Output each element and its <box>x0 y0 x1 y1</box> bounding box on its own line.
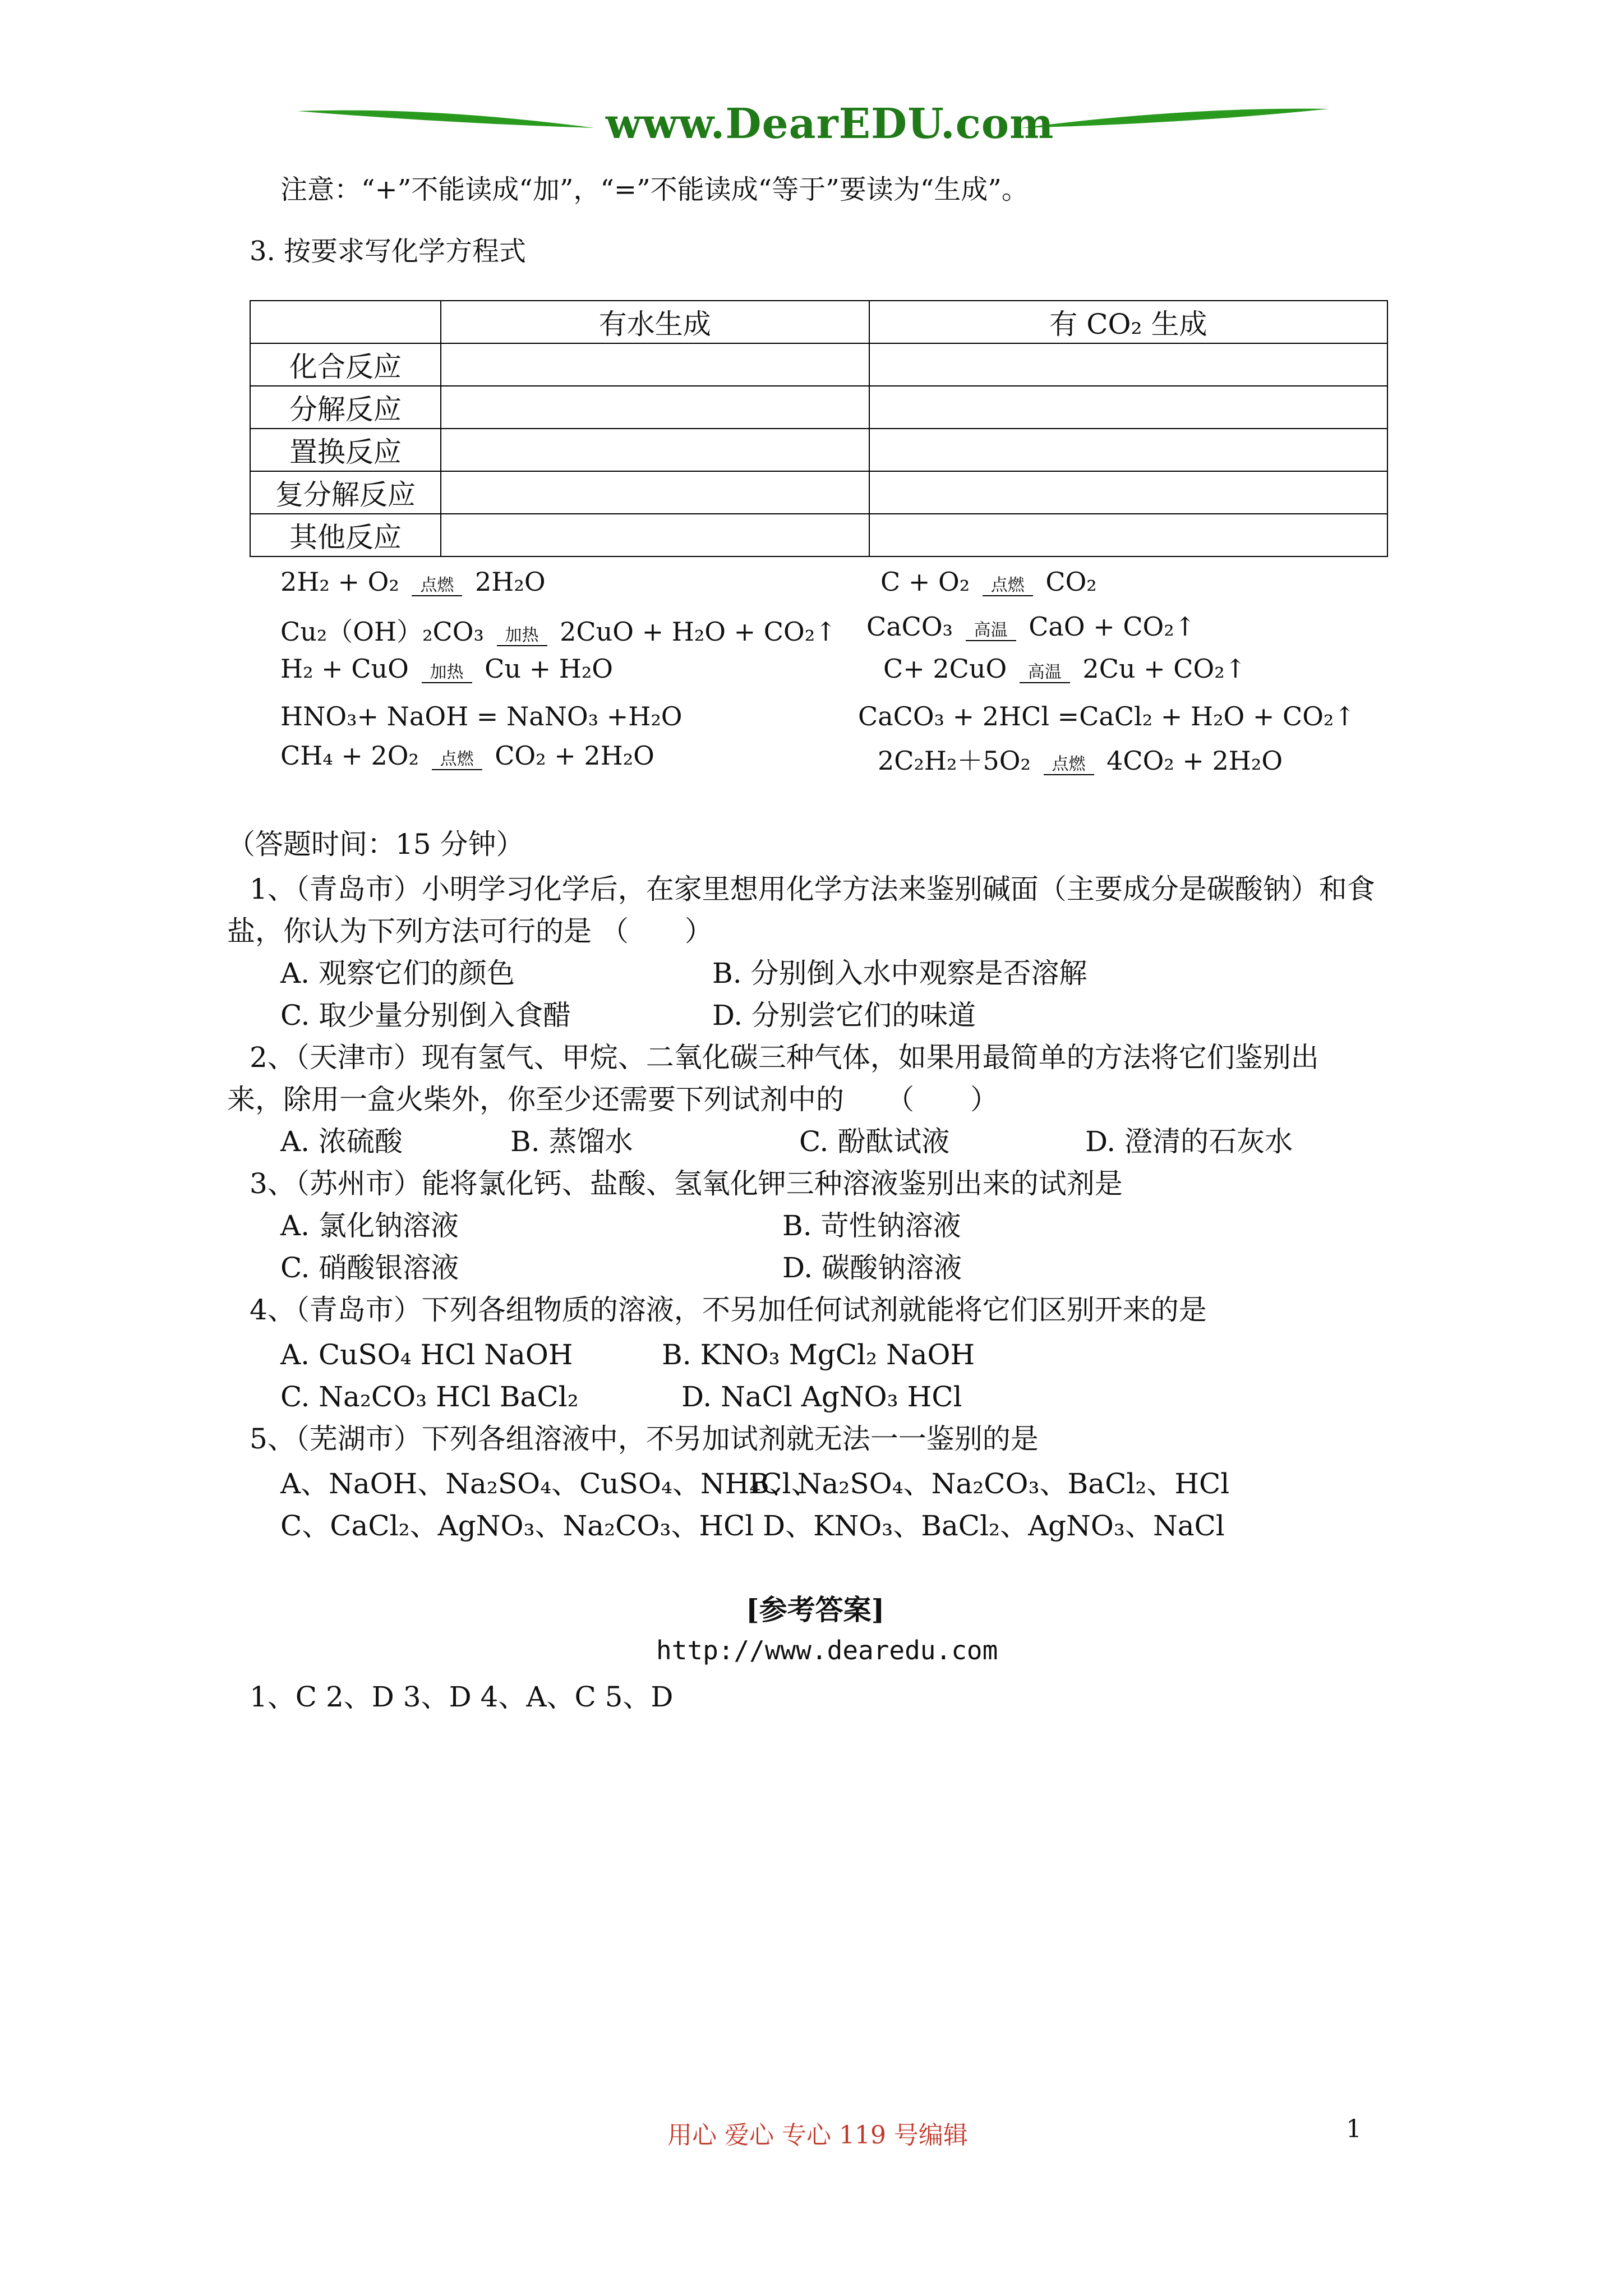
equation-rhs: 4CO₂ + 2H₂O <box>1106 746 1283 776</box>
row-label: 复分解反应 <box>250 471 441 514</box>
equation <box>280 567 546 597</box>
reaction-condition <box>422 664 472 683</box>
row-label: 置换反应 <box>250 429 441 471</box>
condition-text: 加热 <box>430 662 464 682</box>
condition-text: 点燃 <box>420 576 454 595</box>
answer-cell[interactable] <box>869 386 1387 429</box>
answer-cell[interactable] <box>441 471 869 514</box>
table-row <box>250 429 1387 471</box>
equation-lhs: CH₄ + 2O₂ <box>280 740 419 771</box>
site-logo-text: www.DearEDU.com <box>606 100 1054 148</box>
condition-line <box>966 640 1016 641</box>
option[interactable]: C. Na₂CO₃ HCl BaCl₂ <box>280 1381 579 1413</box>
answer-cell[interactable] <box>869 471 1387 514</box>
note-text: 注意：“+”不能读成“加”，“=”不能读成“等于”要读为“生成”。 <box>280 174 1029 205</box>
question-1-cont: 盐，你认为下列方法可行的是 （ ） <box>227 915 713 947</box>
condition-line <box>1044 774 1094 775</box>
table-row <box>250 471 1387 514</box>
equation <box>883 654 1246 684</box>
reaction-condition <box>412 577 462 596</box>
answers-title: [参考答案] <box>746 1593 885 1626</box>
reaction-condition <box>1020 664 1070 683</box>
question-2-cont: 来，除用一盒火柴外，你至少还需要下列试剂中的 （ ） <box>227 1083 998 1116</box>
equation <box>866 611 1196 642</box>
option[interactable]: C、CaCl₂、AgNO₃、Na₂CO₃、HCl <box>280 1510 754 1542</box>
equation <box>280 611 837 648</box>
equation-rhs: 2Cu + CO₂↑ <box>1082 654 1247 684</box>
table-row <box>250 386 1387 429</box>
answer-cell[interactable] <box>441 386 869 429</box>
equation: HNO₃+ NaOH = NaNO₃ +H₂O <box>280 701 683 731</box>
answer-cell[interactable] <box>441 514 869 556</box>
table-row <box>250 343 1387 386</box>
reaction-condition <box>966 622 1016 641</box>
question-2: 2、（天津市）现有氢气、甲烷、二氧化碳三种气体，如果用最简单的方法将它们鉴别出 <box>250 1041 1319 1074</box>
condition-text: 高温 <box>974 620 1008 640</box>
condition-line <box>983 595 1033 596</box>
answers-list: 1、C 2、D 3、D 4、A、C 5、D <box>250 1681 674 1713</box>
row-label: 分解反应 <box>250 386 441 429</box>
table-header-row <box>250 301 1387 343</box>
option[interactable]: C. 取少量分别倒入食醋 <box>280 999 571 1032</box>
table-header-cell: 有水生成 <box>441 301 869 343</box>
option[interactable]: D. NaCl AgNO₃ HCl <box>681 1381 962 1413</box>
question-3: 3、（苏州市）能将氯化钙、盐酸、氢氧化钾三种溶液鉴别出来的试剂是 <box>250 1167 1123 1200</box>
equation: CaCO₃ + 2HCl =CaCl₂ + H₂O + CO₂↑ <box>858 701 1355 731</box>
question-5: 5、（芜湖市）下列各组溶液中，不另加试剂就无法一一鉴别的是 <box>250 1423 1039 1455</box>
answer-cell[interactable] <box>869 429 1387 471</box>
table-header-cell <box>250 301 441 343</box>
equation-rhs: CO₂ <box>1045 567 1097 597</box>
equation-lhs: C + O₂ <box>880 567 970 597</box>
condition-text: 点燃 <box>990 576 1025 595</box>
condition-line <box>412 595 462 596</box>
equation-lhs: CaCO₃ <box>866 611 953 642</box>
answers-url[interactable]: http://www.dearedu.com <box>656 1635 998 1665</box>
condition-line <box>1020 682 1070 683</box>
equation <box>878 740 1283 777</box>
footer-text: 用心 爱心 专心 119 号编辑 <box>667 2121 968 2150</box>
equation <box>280 740 654 771</box>
equation-rhs: 2CuO + H₂O + CO₂↑ <box>560 616 837 647</box>
equation-rhs: CaO + CO₂↑ <box>1029 611 1196 642</box>
answer-cell[interactable] <box>869 514 1387 556</box>
equation <box>880 567 1097 597</box>
answer-time: （答题时间：15 分钟） <box>227 828 524 861</box>
equation-lhs: 2H₂ + O₂ <box>280 567 399 597</box>
equation-lhs: Cu₂（OH）₂CO₃ <box>280 616 484 647</box>
answer-cell[interactable] <box>441 429 869 471</box>
option[interactable]: D、KNO₃、BaCl₂、AgNO₃、NaCl <box>763 1510 1225 1542</box>
option[interactable]: B. 蒸馏水 <box>510 1125 633 1158</box>
table-header-cell: 有 CO₂ 生成 <box>869 301 1387 343</box>
option[interactable]: A. CuSO₄ HCl NaOH <box>280 1338 573 1371</box>
answer-cell[interactable] <box>441 343 869 386</box>
reaction-condition <box>497 627 547 646</box>
table-row <box>250 514 1387 556</box>
equation <box>280 654 613 684</box>
condition-text: 高温 <box>1027 662 1062 682</box>
reaction-condition <box>432 751 482 770</box>
condition-line <box>432 769 482 770</box>
header-banner <box>292 84 1335 151</box>
row-label: 化合反应 <box>250 343 441 386</box>
option[interactable]: B、Na₂SO₄、Na₂CO₃、BaCl₂、HCl <box>749 1467 1230 1500</box>
option[interactable]: B. 苛性钠溶液 <box>782 1209 961 1242</box>
option[interactable]: C. 硝酸银溶液 <box>280 1251 459 1284</box>
condition-line <box>497 645 547 646</box>
option[interactable]: A. 氯化钠溶液 <box>280 1209 459 1242</box>
equation-rhs: Cu + H₂O <box>485 654 614 684</box>
option[interactable]: D. 碳酸钠溶液 <box>782 1251 962 1284</box>
option[interactable]: D. 分别尝它们的味道 <box>712 999 976 1032</box>
condition-text: 点燃 <box>440 749 474 769</box>
reaction-condition <box>1044 756 1094 775</box>
equation-lhs: C+ 2CuO <box>883 654 1007 684</box>
question-1: 1、（青岛市）小明学习化学后，在家里想用化学方法来鉴别碱面（主要成分是碳酸钠）和食 <box>250 873 1375 905</box>
row-label: 其他反应 <box>250 514 441 556</box>
option[interactable]: D. 澄清的石灰水 <box>1085 1125 1293 1158</box>
page-number: 1 <box>1346 2115 1362 2143</box>
answer-cell[interactable] <box>869 343 1387 386</box>
option[interactable]: A. 浓硫酸 <box>280 1125 403 1158</box>
condition-text: 点燃 <box>1052 754 1086 774</box>
option[interactable]: B. KNO₃ MgCl₂ NaOH <box>662 1338 975 1371</box>
equation-lhs: 2C₂H₂＋5O₂ <box>878 746 1031 776</box>
equation-rhs: CO₂ + 2H₂O <box>495 740 654 771</box>
reaction-condition <box>983 577 1033 596</box>
option[interactable]: B. 分别倒入水中观察是否溶解 <box>712 957 1087 990</box>
option[interactable]: A. 观察它们的颜色 <box>280 957 515 990</box>
reaction-table <box>250 300 1388 557</box>
question-4: 4、（青岛市）下列各组物质的溶液，不另加任何试剂就能将它们区别开来的是 <box>250 1294 1207 1326</box>
condition-text: 加热 <box>505 625 539 645</box>
equation-rhs: 2H₂O <box>475 567 546 597</box>
equation-lhs: H₂ + CuO <box>280 654 409 684</box>
section-3-heading: 3. 按要求写化学方程式 <box>250 236 527 267</box>
option[interactable]: A、NaOH、Na₂SO₄、CuSO₄、NH₄Cl、 <box>280 1467 819 1500</box>
condition-line <box>422 682 472 683</box>
option[interactable]: C. 酚酞试液 <box>799 1125 950 1158</box>
